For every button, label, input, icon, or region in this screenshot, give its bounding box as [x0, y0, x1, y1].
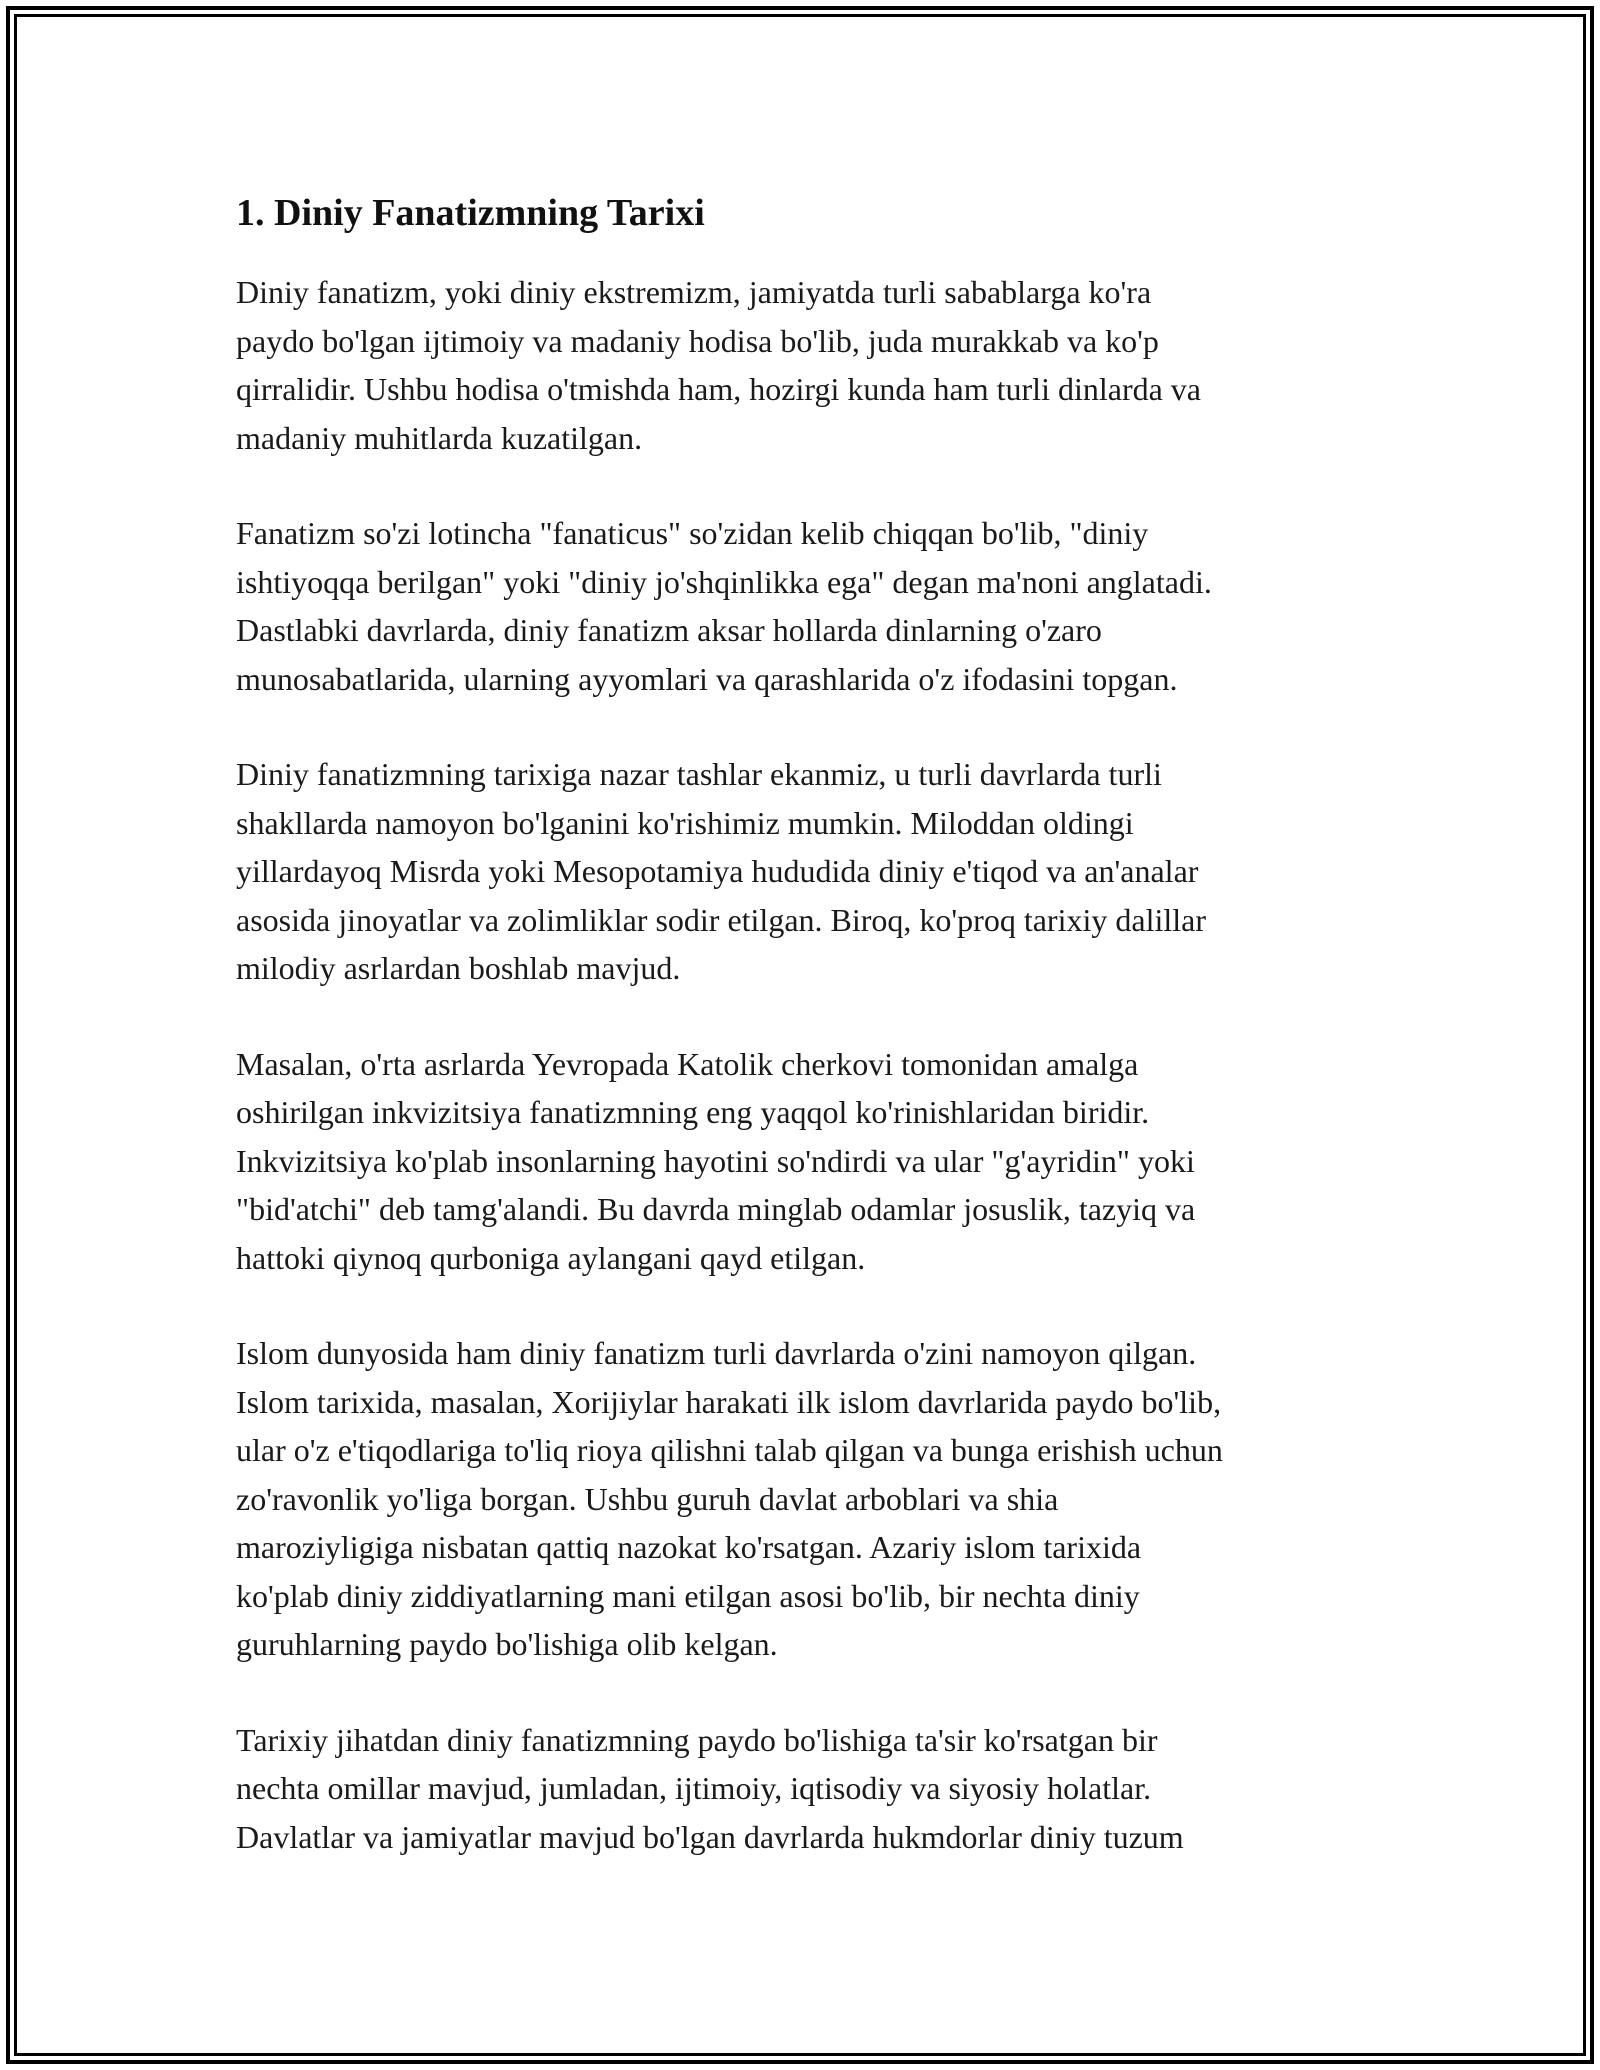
- paragraph-inquisition: Masalan, o'rta asrlarda Yevropada Katolik cherkovi tomonidan amalga oshirilgan inkvizitsiya fanatizmning eng yaqqol ko'rinishlaridan biridir. Inkvizitsiya ko'plab insonlarning hayotini so'ndirdi va ular "g'ayridin" yoki "bid'atchi" deb tamg'alandi. Bu davrda minglab odamlar josuslik, tazyiq va hattoki qiynoq qurboniga aylangani qayd etilgan.: [236, 1045, 1196, 1276]
- paragraph-islamic-world: Islom dunyosida ham diniy fanatizm turli davrlarda o'zini namoyon qilgan. Islom tarixida, masalan, Xorijiylar harakati ilk islom davrlarida paydo bo'lib, ular o'z e'tiqodlariga to'liq rioya qilishni talab qilgan va bunga erishish uchun zo'ravonlik yo'liga borgan. Ushbu guruh davlat arboblari va shia maroziyligiga nisbatan qattiq nazokat ko'rsatgan. Azariy islom tarixida ko'plab diniy ziddiyatlarning mani etilgan asosi bo'lib, bir nechta diniy guruhlarning paydo bo'lishiga olib kelgan.: [236, 1335, 1223, 1662]
- document-body: [236, 188, 1376, 1908]
- paragraph-etymology: Fanatizm so'zi lotincha "fanaticus" so'zidan kelib chiqqan bo'lib, "diniy ishtiyoqqa berilgan" yoki "diniy jo'shqinlikka ega" degan ma'noni anglatadi. Dastlabki davrlarda, diniy fanatizm aksar hollarda dinlarning o'zaro munosabatlarida, ularning ayyomlari va qarashlarida o'z ifodasini topgan.: [236, 515, 1212, 697]
- paragraph-historical-factors: Tarixiy jihatdan diniy fanatizmning paydo bo'lishiga ta'sir ko'rsatgan bir nechta omillar mavjud, jumladan, ijtimoiy, iqtisodiy va siyosiy holatlar. Davlatlar va jamiyatlar mavjud bo'lgan davrlarda hukmdorlar diniy tuzum: [236, 1721, 1184, 1855]
- section-title: 1. Diniy Fanatizmning Tarixi: [236, 192, 705, 234]
- paragraph-ancient-history: Diniy fanatizmning tarixiga nazar tashlar ekanmiz, u turli davrlarda turli shakllarda namoyon bo'lganini ko'rishimiz mumkin. Miloddan oldingi yillardayoq Misrda yoki Mesopotamiya hududida diniy e'tiqod va an'analar asosida jinoyatlar va zolimliklar sodir etilgan. Biroq, ko'proq tarixiy dalillar milodiy asrlardan boshlab mavjud.: [236, 756, 1206, 986]
- paragraph-origin-intro: Diniy fanatizm, yoki diniy ekstremizm, jamiyatda turli sabablarga ko'ra paydo bo'lgan ijtimoiy va madaniy hodisa bo'lib, juda murakkab va ko'p qirralidir. Ushbu hodisa o'tmishda ham, hozirgi kunda ham turli dinlarda va madaniy muhitlarda kuzatilgan.: [236, 274, 1201, 456]
